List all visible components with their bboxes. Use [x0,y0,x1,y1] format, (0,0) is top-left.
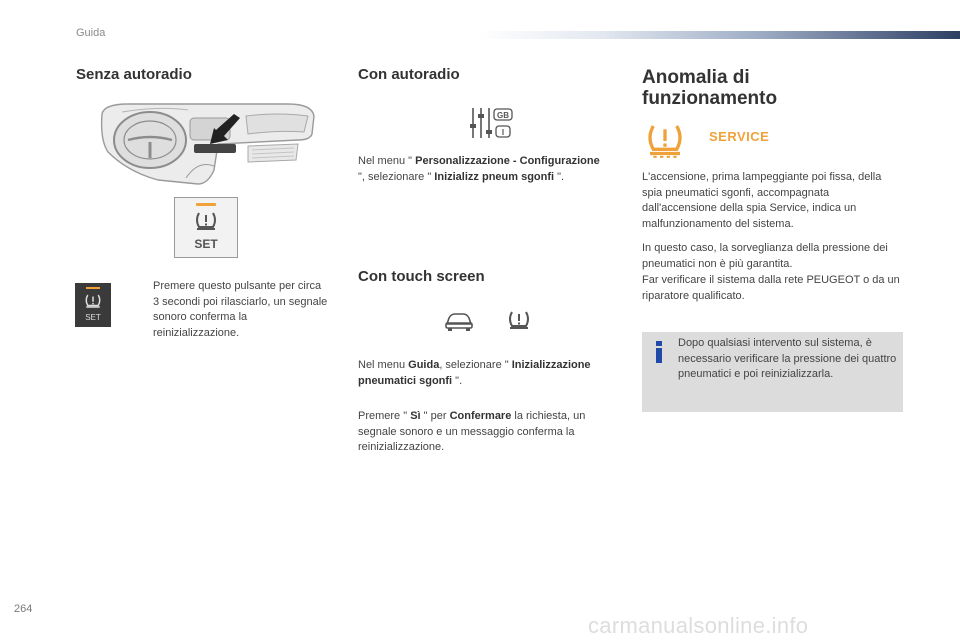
autoradio-instruction: Nel menu " Personalizzazione - Configurazione ", selezionare " Inizializz pneum sgonfi ". [358,155,600,183]
anomalia-action: Far verificare il sistema dalla rete PEUGEOT o da un riparatore qualificato. [642,274,900,302]
heading-senza-autoradio: Senza autoradio [76,66,192,83]
anomalia-consequence: In questo caso, la sorveglianza della pressione dei pneumatici non è più garantita. [642,242,888,270]
indicator-led-small [86,287,100,289]
tire-pressure-warning-icon [507,309,531,331]
confirm-instruction: Premere " Sì " per Confermare la richiesta, un segnale sonoro e un messaggio conferma la reinizializzazione. [358,410,586,453]
service-warning-label: SERVICE [709,129,770,144]
radio-icon-label-bottom: I [501,128,505,137]
section-title: Guida [76,27,106,39]
header-bar [478,31,960,39]
set-button-small [75,283,111,327]
info-text: Dopo qualsiasi intervento sul sistema, è necessario verificare la pressione dei quattro pneumatici e poi reinizializzarla. [678,337,897,380]
heading-con-autoradio: Con autoradio [358,66,460,83]
set-button-illustration [174,197,238,258]
tire-pressure-warning-orange-icon [645,122,685,160]
dashboard-illustration [98,100,318,186]
indicator-led [196,203,216,206]
heading-anomalia: Anomalia di funzionamento [642,67,778,109]
settings-sliders-icon [468,106,516,142]
tire-pressure-icon-small [84,293,102,309]
radio-icon-label-top: GB [497,111,509,120]
set-instruction: Premere questo pulsante per circa 3 secondi poi rilasciarlo, un segnale sonoro conferma la reinizializzazione. [153,280,328,339]
anomalia-description: L'accensione, prima lampeggiante poi fissa, della spia pneumatici sgonfi, accompagnata dall'accensione della spia Service, indica un malfunzionamento del sistema. [642,171,882,230]
car-icon [444,310,474,332]
watermark: carmanualsonline.info [588,613,809,638]
page-number: 264 [14,603,33,615]
set-caption-small: SET [85,313,101,322]
heading-con-touch-screen: Con touch screen [358,268,485,285]
tire-pressure-icon [194,211,218,231]
info-icon [652,341,666,363]
set-caption: SET [194,237,218,251]
touchscreen-instruction: Nel menu Guida, selezionare " Inizializzazione pneumatici sgonfi ". [358,359,591,387]
